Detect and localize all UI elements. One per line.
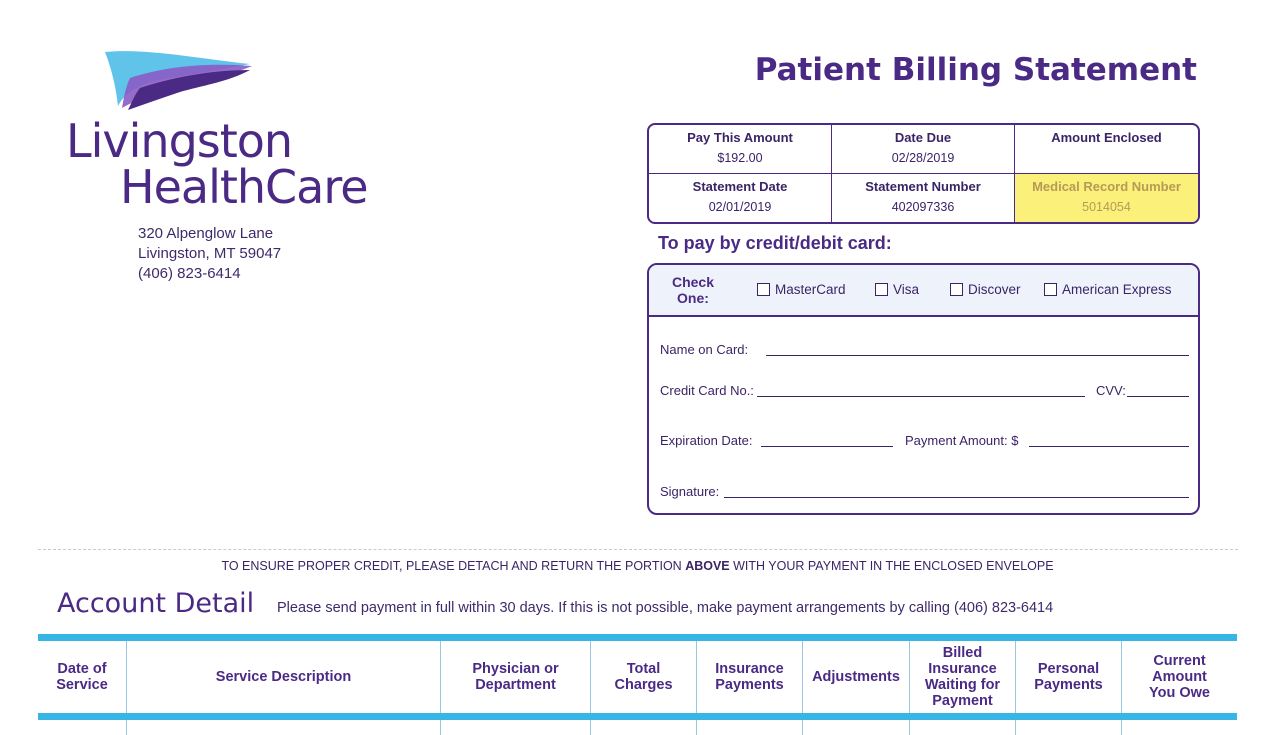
account-detail-title: Account Detail bbox=[57, 588, 255, 619]
payment-amount-label: Payment Amount: $ bbox=[905, 433, 1019, 448]
statement-number-cell bbox=[832, 174, 1015, 223]
table-cell bbox=[38, 720, 127, 735]
card-payment-form bbox=[647, 263, 1200, 515]
cell-label: Medical Record Number bbox=[1032, 178, 1181, 194]
cell-value: 5014054 bbox=[1082, 199, 1131, 214]
column-header: Insurance Payments bbox=[697, 641, 803, 713]
visa-option[interactable] bbox=[875, 282, 919, 297]
account-detail-note: Please send payment in full within 30 days. If this is not possible, make payment arrangements by calling (406) 823-6414 bbox=[277, 600, 1054, 616]
option-label: American Express bbox=[1062, 282, 1172, 297]
signature-field[interactable] bbox=[724, 497, 1189, 498]
checkbox-icon[interactable] bbox=[757, 283, 770, 296]
address-phone: (406) 823-6414 bbox=[138, 265, 241, 282]
table-cell bbox=[1122, 720, 1237, 735]
table-cell bbox=[127, 720, 441, 735]
card-number-label: Credit Card No.: bbox=[660, 383, 754, 398]
date-due-cell bbox=[832, 125, 1015, 174]
american-express-option[interactable] bbox=[1044, 282, 1172, 297]
detach-notice bbox=[0, 559, 1275, 573]
discover-option[interactable] bbox=[950, 282, 1021, 297]
option-label: Discover bbox=[968, 282, 1021, 297]
cell-value: 402097336 bbox=[891, 199, 955, 214]
table-cell bbox=[803, 720, 910, 735]
address-city: Livingston, MT 59047 bbox=[138, 245, 282, 262]
card-payment-heading: To pay by credit/debit card: bbox=[658, 233, 892, 253]
column-header: Adjustments bbox=[803, 641, 910, 713]
table-cell bbox=[910, 720, 1016, 735]
notice-text: TO ENSURE PROPER CREDIT, PLEASE DETACH AND RETURN THE PORTION bbox=[221, 559, 686, 573]
payment-amount-field[interactable] bbox=[1029, 446, 1189, 447]
signature-label: Signature: bbox=[660, 484, 720, 499]
checkbox-icon[interactable] bbox=[1044, 283, 1057, 296]
column-header: Personal Payments bbox=[1016, 641, 1122, 713]
flag-logo-icon bbox=[100, 48, 260, 110]
statement-summary bbox=[647, 123, 1200, 224]
card-type-row bbox=[649, 265, 1198, 317]
cell-value: 02/28/2019 bbox=[891, 151, 955, 165]
check-one-label: Check One: bbox=[671, 274, 715, 306]
notice-text-end: WITH YOUR PAYMENT IN THE ENCLOSED ENVELOPE bbox=[729, 559, 1054, 573]
medical-record-number-cell bbox=[1015, 174, 1198, 223]
detach-line bbox=[38, 549, 1238, 550]
option-label: MasterCard bbox=[775, 282, 846, 297]
account-table-header bbox=[38, 634, 1237, 720]
column-header: Total Charges bbox=[591, 641, 697, 713]
table-cell bbox=[1016, 720, 1122, 735]
column-header: Date of Service bbox=[38, 641, 127, 713]
checkbox-icon[interactable] bbox=[875, 283, 888, 296]
page-title: Patient Billing Statement bbox=[754, 52, 1197, 88]
name-on-card-label: Name on Card: bbox=[660, 342, 749, 357]
pay-this-amount-cell bbox=[649, 125, 832, 174]
table-cell bbox=[697, 720, 803, 735]
address-street: 320 Alpenglow Lane bbox=[138, 225, 274, 242]
cell-value: $192.00 bbox=[717, 151, 763, 165]
column-header: Service Description bbox=[127, 641, 441, 713]
cell-value: 02/01/2019 bbox=[708, 199, 772, 214]
cell-label: Date Due bbox=[894, 130, 952, 145]
name-on-card-field[interactable] bbox=[766, 355, 1189, 356]
cell-label: Statement Date bbox=[692, 178, 788, 194]
brand-name-line2: HealthCare bbox=[120, 160, 368, 214]
expiration-date-label: Expiration Date: bbox=[660, 433, 753, 448]
cell-label: Amount Enclosed bbox=[1051, 130, 1162, 145]
cvv-label: CVV: bbox=[1096, 383, 1126, 398]
column-header: Billed Insurance Waiting for Payment bbox=[910, 641, 1016, 713]
cell-label: Statement Number bbox=[865, 178, 981, 194]
checkbox-icon[interactable] bbox=[950, 283, 963, 296]
account-table-body bbox=[38, 720, 1237, 735]
cvv-field[interactable] bbox=[1127, 396, 1189, 397]
brand-name-line1: Livingston bbox=[66, 114, 293, 168]
expiration-date-field[interactable] bbox=[761, 446, 893, 447]
statement-date-cell bbox=[649, 174, 832, 223]
option-label: Visa bbox=[893, 282, 920, 297]
card-number-field[interactable] bbox=[757, 396, 1085, 397]
table-cell bbox=[441, 720, 591, 735]
mastercard-option[interactable] bbox=[757, 282, 846, 297]
notice-bold: ABOVE bbox=[685, 559, 730, 573]
amount-enclosed-cell[interactable] bbox=[1015, 125, 1198, 174]
table-cell bbox=[591, 720, 697, 735]
column-header: Current Amount You Owe bbox=[1149, 653, 1210, 701]
column-header: Physician or Department bbox=[441, 641, 591, 713]
cell-label: Pay This Amount bbox=[687, 130, 793, 145]
